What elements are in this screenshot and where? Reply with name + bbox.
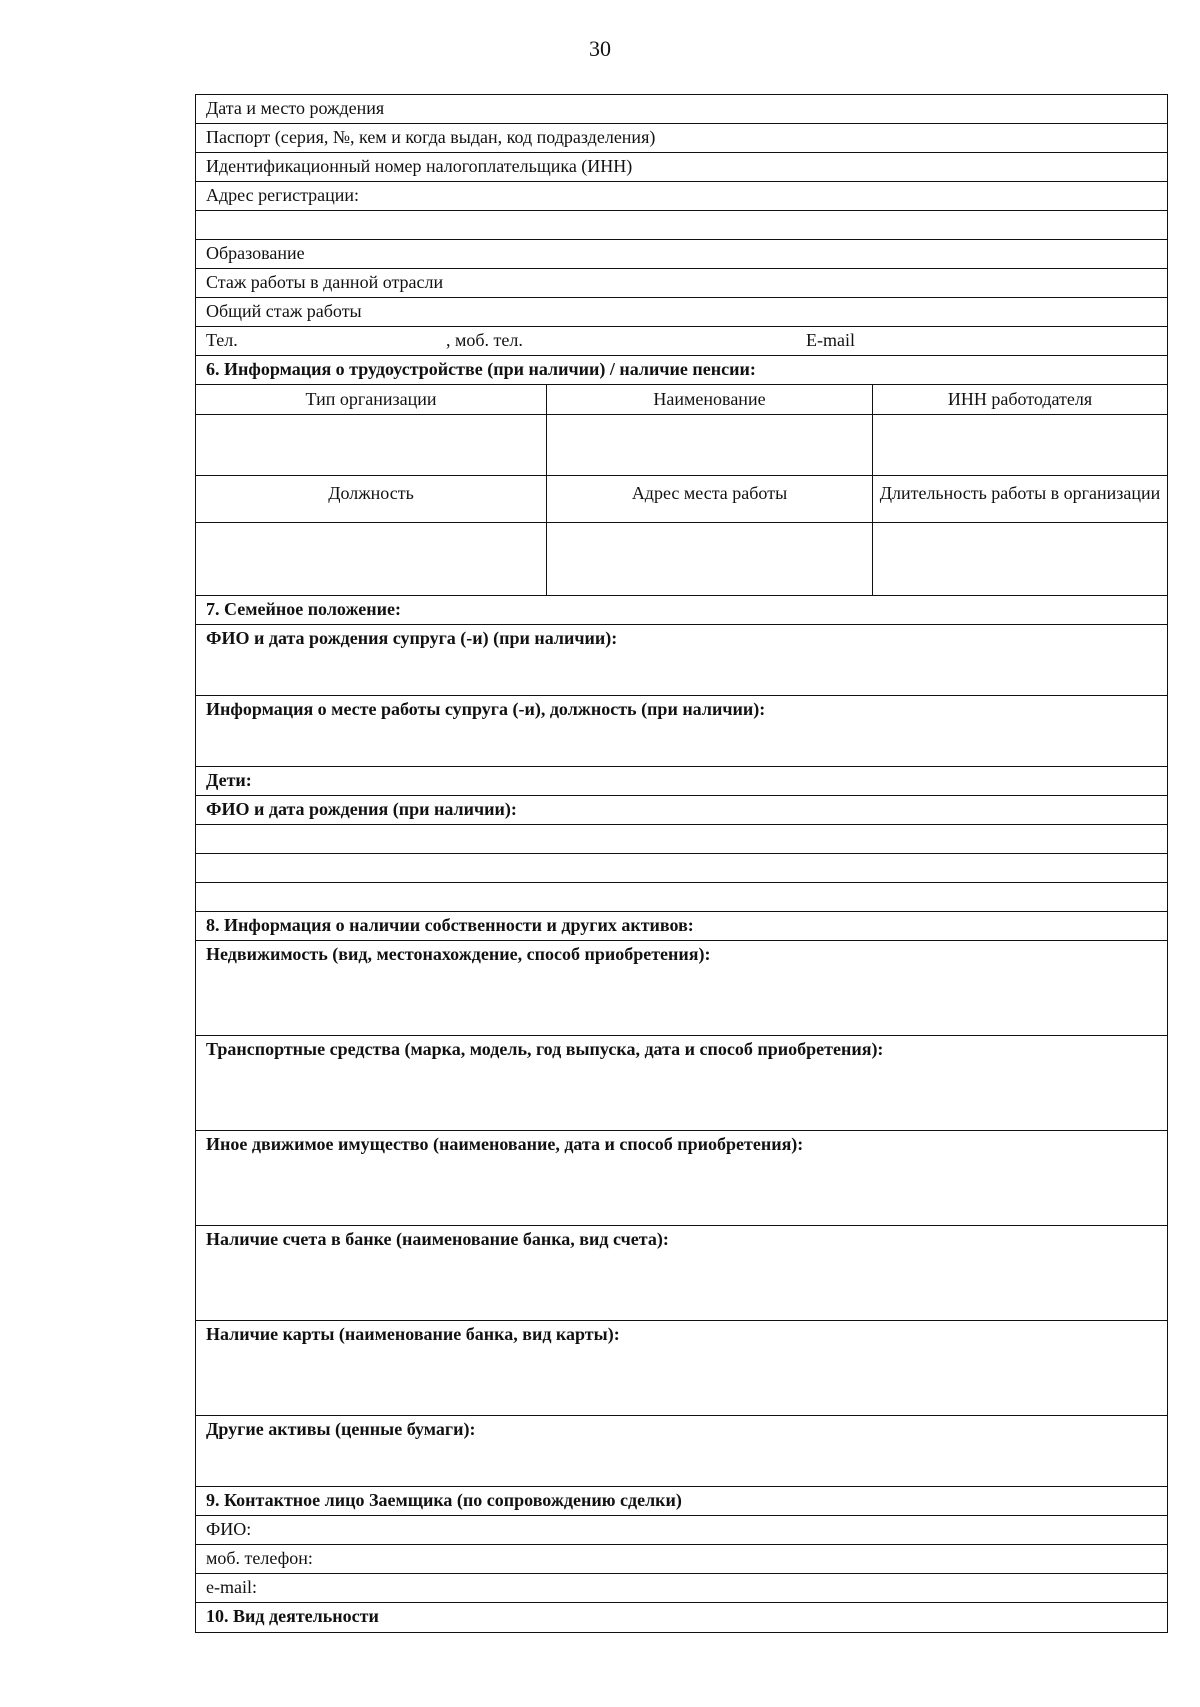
duration-input[interactable] (873, 523, 1167, 595)
tel-label: Тел. (206, 330, 238, 350)
section-assets-heading: 8. Информация о наличии собственности и других активов: (196, 912, 1167, 941)
col-org-type: Тип организации (196, 385, 547, 414)
field-bank-account[interactable]: Наличие счета в банке (наименование банка, вид счета): (196, 1226, 1167, 1321)
field-bank-card[interactable]: Наличие карты (наименование банка, вид карты): (196, 1321, 1167, 1416)
org-name-input[interactable] (547, 415, 873, 475)
col-org-name: Наименование (547, 385, 873, 414)
field-children[interactable]: Дети: (196, 767, 1167, 796)
field-total-experience[interactable]: Общий стаж работы (196, 298, 1167, 327)
field-passport[interactable]: Паспорт (серия, №, кем и когда выдан, код подразделения) (196, 124, 1167, 153)
field-children-line-3[interactable] (196, 883, 1167, 912)
section-activity-heading[interactable]: 10. Вид деятельности (206, 1606, 379, 1626)
field-contact-phone[interactable]: моб. телефон: (196, 1545, 1167, 1574)
field-children-line-1[interactable] (196, 825, 1167, 854)
field-birth[interactable]: Дата и место рождения (196, 95, 1167, 124)
field-education[interactable]: Образование (196, 240, 1167, 269)
field-contacts[interactable] (196, 327, 1167, 356)
employment-header-row-2 (196, 476, 1167, 523)
employment-header-row (196, 385, 1167, 415)
section-contact-heading: 9. Контактное лицо Заемщика (по сопровождению сделки) (196, 1487, 1167, 1516)
employment-input-row-1 (196, 415, 1167, 476)
field-children-line-2[interactable] (196, 854, 1167, 883)
employer-inn-input[interactable] (873, 415, 1167, 475)
field-address-continued[interactable] (196, 211, 1167, 240)
field-other-assets[interactable]: Другие активы (ценные бумаги): (196, 1416, 1167, 1487)
field-vehicles[interactable]: Транспортные средства (марка, модель, год выпуска, дата и способ приобретения): (196, 1036, 1167, 1131)
employment-input-row-2 (196, 523, 1167, 596)
col-employer-inn: ИНН работодателя (947, 389, 1093, 409)
section-employment-heading: 6. Информация о трудоустройстве (при наличии) / наличие пенсии: (196, 356, 1167, 385)
field-contact-email[interactable]: e-mail: (196, 1574, 1167, 1603)
field-industry-experience[interactable]: Стаж работы в данной отрасли (196, 269, 1167, 298)
field-address[interactable]: Адрес регистрации: (196, 182, 1167, 211)
position-input[interactable] (196, 523, 547, 595)
field-spouse[interactable]: ФИО и дата рождения супруга (-и) (при наличии): (196, 625, 1167, 696)
field-children-names[interactable]: ФИО и дата рождения (при наличии): (196, 796, 1167, 825)
mobile-label: , моб. тел. (446, 330, 523, 350)
col-work-address: Адрес места работы (547, 476, 873, 522)
field-contact-name[interactable]: ФИО: (196, 1516, 1167, 1545)
work-address-input[interactable] (547, 523, 873, 595)
col-position: Должность (196, 476, 547, 522)
section-family-heading: 7. Семейное положение: (196, 596, 1167, 625)
email-label: E-mail (806, 330, 855, 350)
col-duration: Длительность работы в организации (879, 483, 1161, 503)
field-spouse-work[interactable]: Информация о месте работы супруга (-и), должность (при наличии): (196, 696, 1167, 767)
field-inn[interactable]: Идентификационный номер налогоплательщика (ИНН) (196, 153, 1167, 182)
field-movable-property[interactable]: Иное движимое имущество (наименование, дата и способ приобретения): (196, 1131, 1167, 1226)
field-real-estate[interactable]: Недвижимость (вид, местонахождение, способ приобретения): (196, 941, 1167, 1036)
page-number: 30 (589, 36, 611, 61)
application-form (195, 94, 1168, 1633)
org-type-input[interactable] (196, 415, 547, 475)
